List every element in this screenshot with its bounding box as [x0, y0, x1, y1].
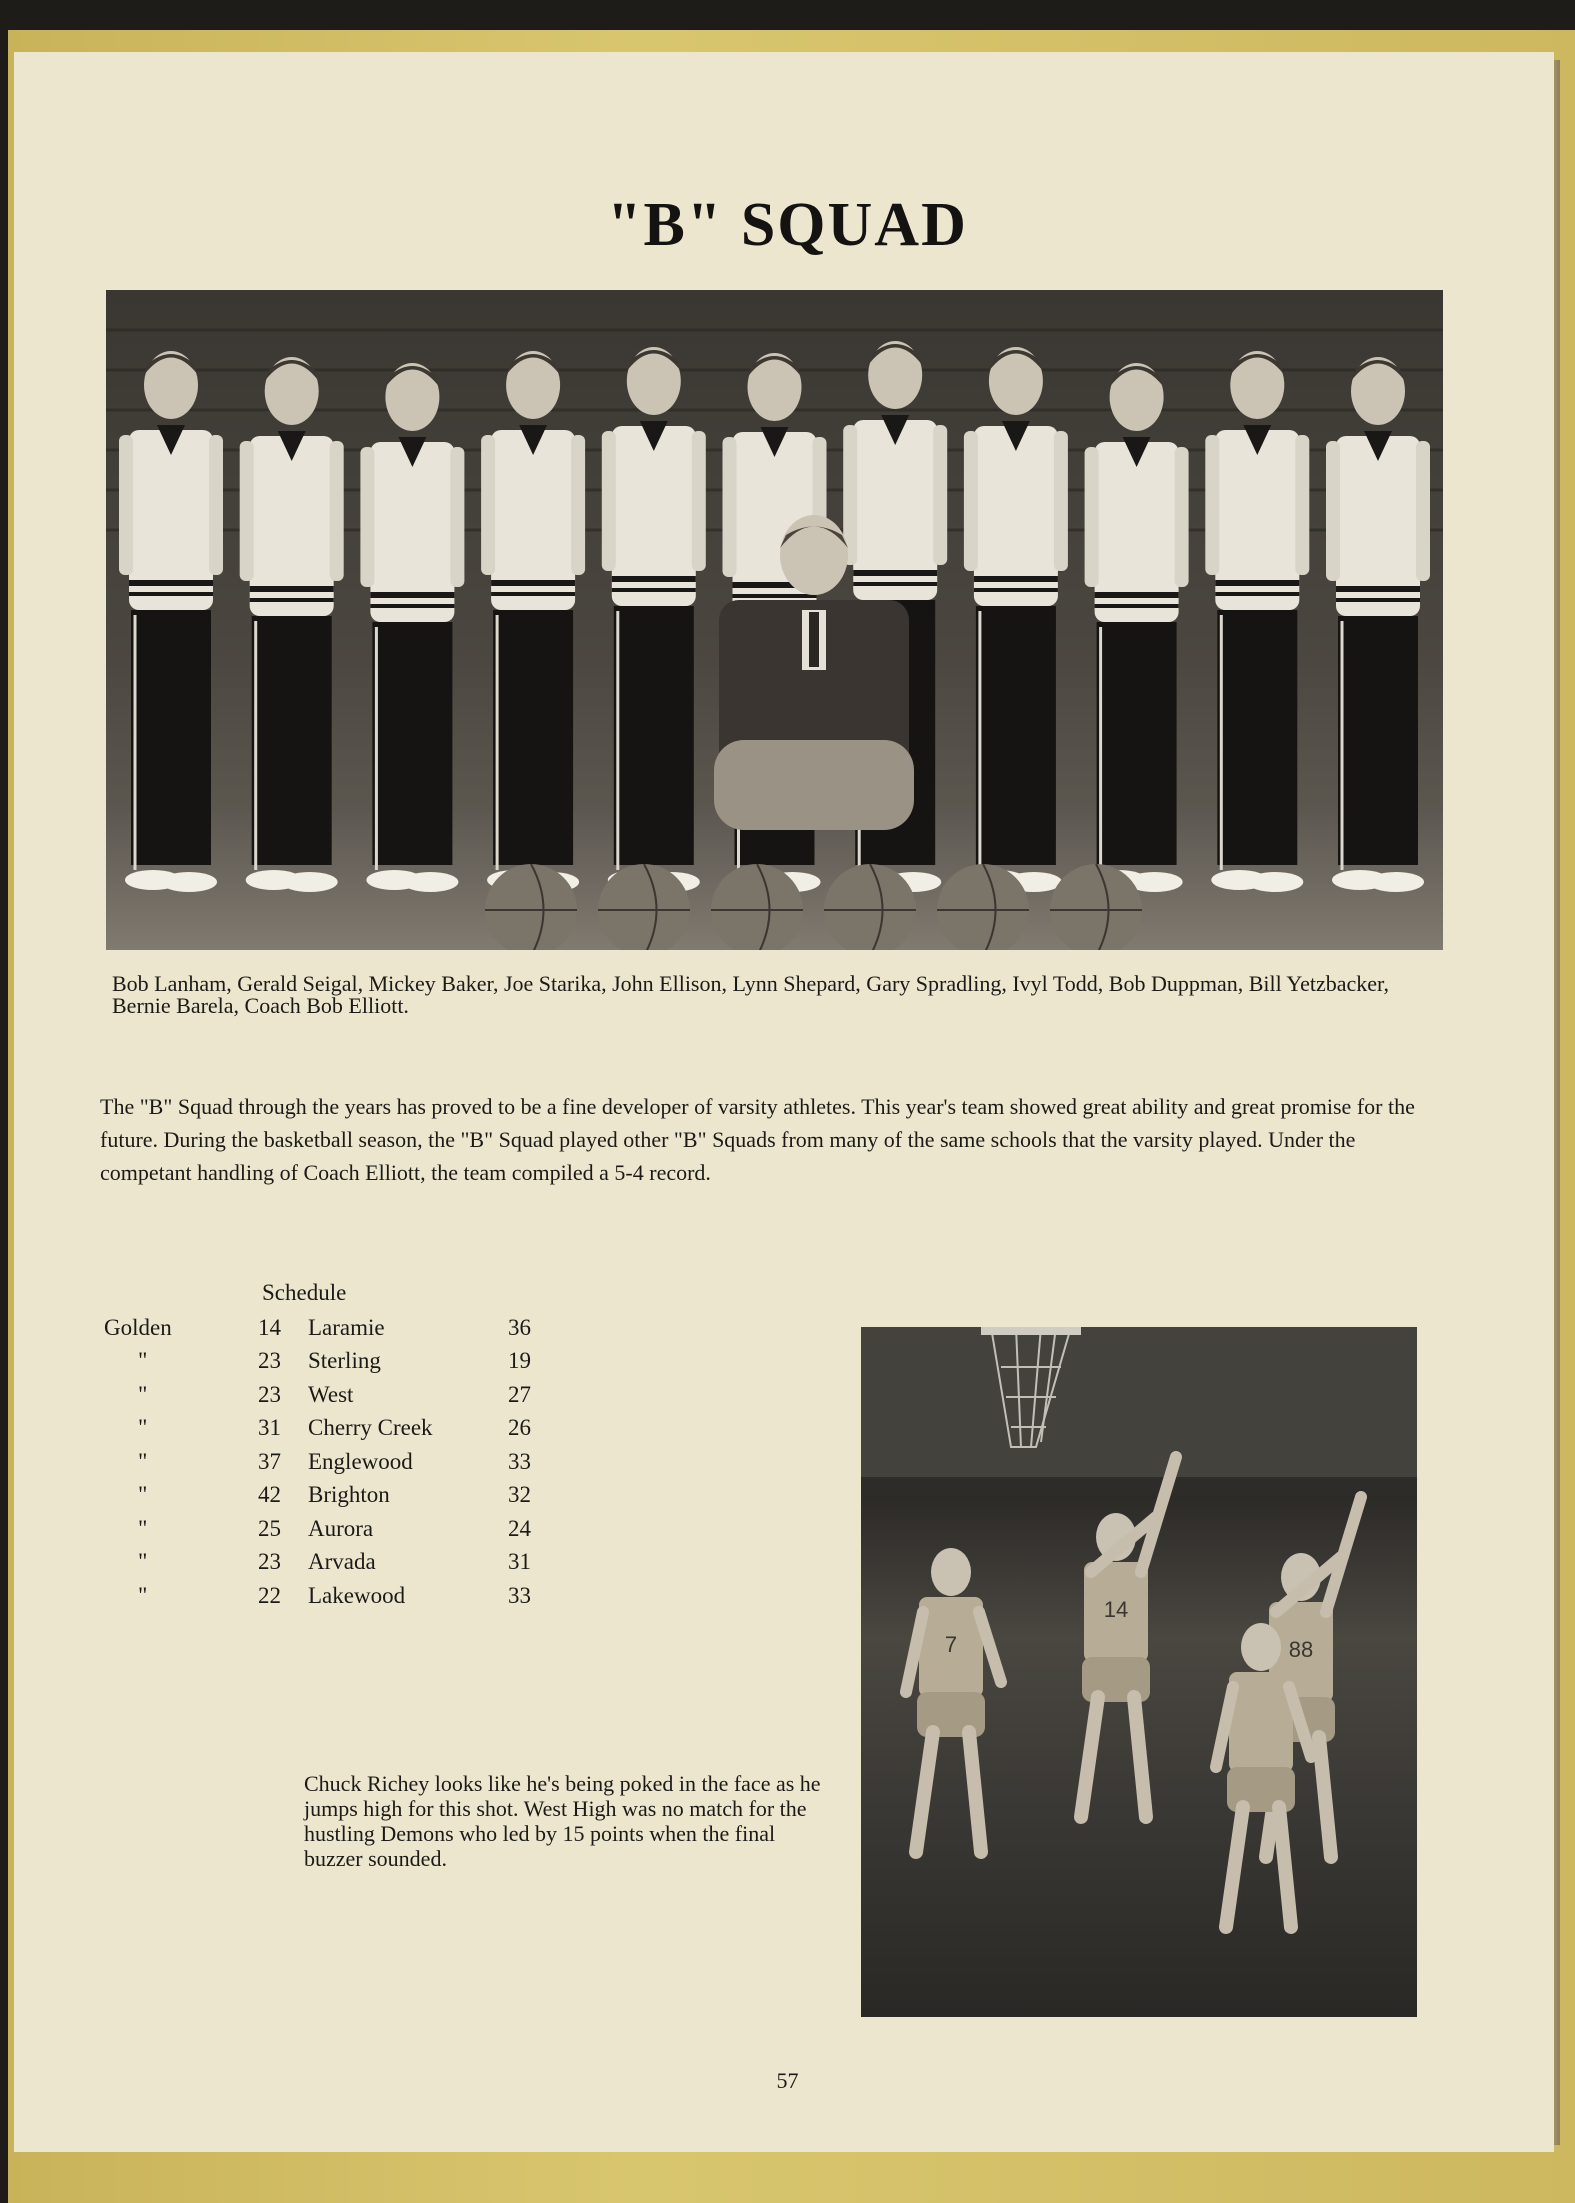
- schedule-team: Golden: [104, 1314, 172, 1340]
- player-arm: [240, 441, 254, 581]
- player-arm: [1085, 447, 1099, 587]
- schedule-opponent: Lakewood: [308, 1582, 406, 1608]
- schedule-our-score: 23: [258, 1348, 281, 1374]
- schedule-opponent: Brighton: [308, 1482, 390, 1508]
- player-arm: [1416, 441, 1430, 581]
- schedule-our-score: 14: [258, 1314, 281, 1340]
- schedule-row: [104, 1445, 548, 1479]
- player-arm: [1295, 435, 1309, 575]
- player-arm: [1326, 441, 1340, 581]
- jersey-stripe: [1336, 598, 1420, 602]
- schedule-heading: Schedule: [262, 1280, 347, 1305]
- action-player-head: [1241, 1623, 1281, 1671]
- schedule-opponent: Englewood: [308, 1448, 413, 1474]
- player-arm: [1205, 435, 1219, 575]
- schedule-opponent-score: 36: [508, 1314, 531, 1340]
- jersey-stripe: [491, 592, 575, 596]
- jersey-stripe: [370, 592, 454, 598]
- player-arm: [933, 425, 947, 565]
- player-pants: [252, 616, 332, 865]
- jersey-stripe: [853, 582, 937, 586]
- jersey-stripe: [1095, 592, 1179, 598]
- schedule-opponent-score: 27: [508, 1381, 531, 1407]
- jersey-stripe: [1336, 586, 1420, 592]
- action-player-head: [931, 1548, 971, 1596]
- player-figure: [1326, 357, 1430, 892]
- jersey-number: 7: [944, 1632, 958, 1657]
- schedule-table: [104, 1311, 548, 1613]
- player-arm: [964, 431, 978, 571]
- schedule-opponent-score: 32: [508, 1482, 531, 1508]
- player-shoe: [282, 872, 338, 892]
- schedule-row: [104, 1311, 548, 1345]
- schedule-team: ": [138, 1482, 148, 1508]
- action-photo: [861, 1327, 1417, 2017]
- schedule-our-score: 42: [258, 1482, 281, 1508]
- jersey-stripe: [974, 588, 1058, 592]
- coach-tie: [809, 612, 819, 667]
- schedule-our-score: 25: [258, 1515, 281, 1541]
- player-pants: [493, 610, 573, 865]
- player-pants: [976, 606, 1056, 865]
- player-pants: [1338, 616, 1418, 865]
- schedule-row: [104, 1479, 548, 1513]
- schedule-row: [104, 1512, 548, 1546]
- player-arm: [1175, 447, 1189, 587]
- player-figure: [481, 351, 585, 892]
- schedule-team: ": [138, 1415, 148, 1441]
- schedule-opponent-score: 33: [508, 1448, 531, 1474]
- action-photo-caption: Chuck Richey looks like he's being poked in the face as he jumps high for this shot. West High was no match for the hustling Demons who led by 15 points when the final buzzer sounded.: [304, 1771, 821, 1871]
- body-paragraph: The "B" Squad through the years has proved to be a fine developer of varsity athletes. This year's team showed great ability and great promise for the future. During the basketball season, the "B" Squad played other "B" Squads from many of the same schools that the varsity played. Under the competant handling of Coach Elliott, the team compiled a 5-4 record.: [100, 1094, 1415, 1185]
- jersey-stripe: [250, 586, 334, 592]
- schedule-row: [104, 1345, 548, 1379]
- player-pants: [1097, 622, 1177, 865]
- jersey-number: 88: [1288, 1637, 1314, 1662]
- player-shoe: [402, 872, 458, 892]
- schedule-opponent: Sterling: [308, 1348, 381, 1374]
- schedule-opponent-score: 33: [508, 1582, 531, 1608]
- player-figure: [119, 351, 223, 892]
- page-number: 57: [776, 2068, 799, 2093]
- schedule-our-score: 23: [258, 1381, 281, 1407]
- schedule-team: ": [138, 1381, 148, 1407]
- jersey-stripe: [612, 588, 696, 592]
- player-arm: [330, 441, 344, 581]
- schedule-opponent: West: [308, 1381, 354, 1407]
- player-pants: [614, 606, 694, 865]
- schedule-team: ": [138, 1582, 148, 1608]
- coach-trousers: [714, 740, 914, 830]
- player-figure: [240, 357, 344, 892]
- player-arm: [209, 435, 223, 575]
- player-arm: [571, 435, 585, 575]
- schedule-opponent-score: 26: [508, 1415, 531, 1441]
- jersey-stripe: [250, 598, 334, 602]
- player-arm: [450, 447, 464, 587]
- schedule-opponent: Aurora: [308, 1515, 374, 1541]
- schedule-our-score: 22: [258, 1582, 281, 1608]
- page-title: "B" SQUAD: [607, 191, 968, 259]
- player-shoe: [1247, 872, 1303, 892]
- schedule-our-score: 23: [258, 1549, 281, 1575]
- jersey-stripe: [370, 604, 454, 608]
- jersey-stripe: [129, 592, 213, 596]
- schedule-opponent-score: 19: [508, 1348, 531, 1374]
- jersey-stripe: [612, 576, 696, 582]
- schedule-row: [104, 1378, 548, 1412]
- jersey-stripe: [491, 580, 575, 586]
- schedule-team: ": [138, 1549, 148, 1575]
- player-arm: [481, 435, 495, 575]
- schedule-row: [104, 1546, 548, 1580]
- jersey-number: 14: [1103, 1597, 1129, 1622]
- team-photo-caption: Bob Lanham, Gerald Seigal, Mickey Baker, Joe Starika, John Ellison, Lynn Shepard, Gary Spradling, Ivyl Todd, Bob Duppman, Bill Yetzbacker, Bernie Barela, Coach Bob Elliott.: [112, 971, 1389, 1018]
- team-photo-image: [106, 290, 1443, 950]
- player-arm: [602, 431, 616, 571]
- schedule-team: ": [138, 1348, 148, 1374]
- coach-head: [780, 515, 848, 595]
- action-photo-image: [861, 1327, 1417, 2017]
- player-pants: [372, 622, 452, 865]
- jersey-stripe: [853, 570, 937, 576]
- schedule-opponent: Arvada: [308, 1549, 376, 1575]
- schedule-our-score: 37: [258, 1448, 281, 1474]
- schedule-row: [104, 1579, 548, 1613]
- player-arm: [119, 435, 133, 575]
- schedule-opponent: Cherry Creek: [308, 1415, 433, 1441]
- schedule-opponent-score: 24: [508, 1515, 531, 1541]
- jersey-stripe: [974, 576, 1058, 582]
- schedule-opponent-score: 31: [508, 1549, 531, 1575]
- jersey-stripe: [1095, 604, 1179, 608]
- player-arm: [723, 437, 737, 577]
- player-arm: [692, 431, 706, 571]
- schedule-team: ": [138, 1515, 148, 1541]
- player-figure: [964, 347, 1068, 892]
- jersey-stripe: [129, 580, 213, 586]
- jersey-stripe: [1215, 592, 1299, 596]
- jersey-stripe: [733, 594, 817, 598]
- player-arm: [1054, 431, 1068, 571]
- player-figure: [602, 347, 706, 892]
- player-shoe: [1368, 872, 1424, 892]
- schedule-opponent: Laramie: [308, 1314, 385, 1340]
- schedule-team: ": [138, 1448, 148, 1474]
- team-photo: [106, 290, 1443, 950]
- player-figure: [1205, 351, 1309, 892]
- player-pants: [131, 610, 211, 865]
- schedule-our-score: 31: [258, 1415, 281, 1441]
- jersey-stripe: [1215, 580, 1299, 586]
- player-arm: [360, 447, 374, 587]
- schedule-row: [104, 1412, 548, 1446]
- player-pants: [1217, 610, 1297, 865]
- player-shoe: [161, 872, 217, 892]
